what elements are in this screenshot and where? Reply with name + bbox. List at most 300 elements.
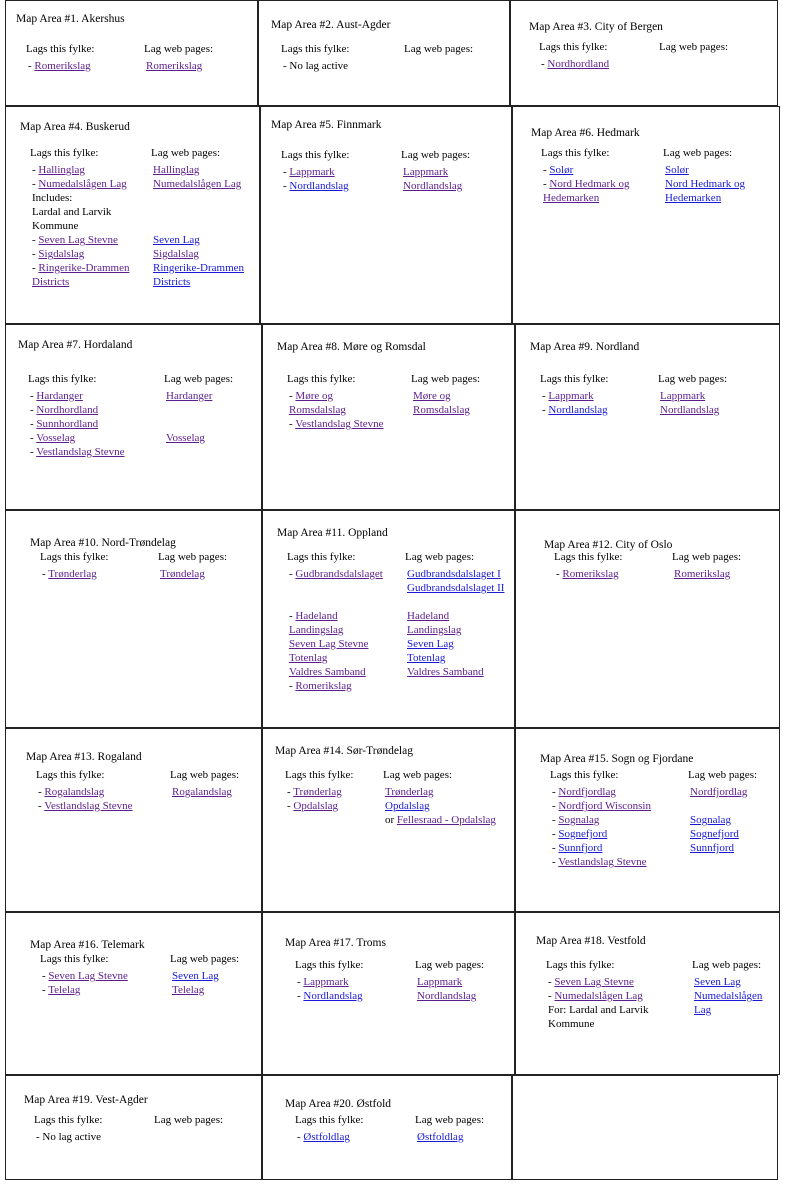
web-page-item [674,567,730,581]
lags-header: Lags this fylke: [550,769,619,781]
item-prefix: - [548,976,555,988]
lags-header: Lags this fylke: [540,373,609,385]
web-page-item [413,403,470,417]
lag-link[interactable]: Hardanger [36,390,83,402]
lag-link[interactable]: Lappmark [303,976,349,988]
web-page-link[interactable]: Romsdalslag [413,404,470,416]
web-page-item [153,261,244,275]
item-prefix: - [289,680,296,692]
item-prefix: - [289,568,296,580]
lags-header: Lags this fylke: [539,41,608,53]
web-pages-header: Lag web pages: [154,1114,224,1126]
map-area-cell [262,1075,512,1180]
web-pages-list [694,975,762,1017]
lag-link[interactable]: Trønderlag [293,786,342,798]
item-prefix: - [32,178,39,190]
lag-item [289,581,383,595]
web-pages-list [660,389,719,417]
web-page-item [417,1130,463,1144]
web-page-item [665,177,745,191]
item-prefix: - [283,180,290,192]
web-page-item [690,827,747,841]
lag-link[interactable]: Sigdalslag [38,248,85,260]
item-prefix: - [32,164,39,176]
lag-link[interactable]: Nordfjordlag [558,786,616,798]
lag-link[interactable]: Romerikslag [34,60,91,72]
item-prefix: - [42,984,49,996]
lag-item [30,445,125,459]
lag-item [32,191,129,205]
lag-link[interactable]: Seven Lag Stevne [289,638,369,650]
lag-item [548,1017,649,1031]
web-page-link[interactable]: Sognalag [690,814,731,826]
lag-item [541,57,609,71]
lags-list [287,785,342,813]
lag-item [289,665,383,679]
lag-item [30,389,125,403]
item-prefix: - [42,568,49,580]
web-page-item [665,163,745,177]
lags-header: Lags this fylke: [287,373,356,385]
lag-link[interactable]: Ringerike-Drammen [38,262,130,274]
web-page-item [166,389,212,403]
lag-item [32,205,129,219]
lags-header: Lags this fylke: [554,551,623,563]
lag-item [32,261,129,275]
item-text: - No lag active [283,60,349,72]
web-page-item [153,191,244,205]
item-prefix: - [542,404,549,416]
item-prefix: - [552,814,559,826]
lag-link[interactable]: Lappmark [548,390,594,402]
map-area-title: Map Area #20. Østfold [285,1098,392,1110]
web-pages-header: Lag web pages: [164,373,234,385]
lags-header: Lags this fylke: [281,149,350,161]
item-prefix: - [30,432,37,444]
item-prefix: - [297,976,304,988]
lags-list [28,59,91,73]
lag-item [32,177,129,191]
lag-item [289,389,384,403]
item-prefix: - [287,800,294,812]
lag-item [38,799,133,813]
item-prefix: - [552,786,559,798]
web-page-link[interactable]: Totenlag [407,652,446,664]
map-area-cell [5,728,262,912]
lag-link[interactable]: Opdalslag [293,800,339,812]
item-prefix: - [297,990,304,1002]
web-page-item [160,567,205,581]
item-prefix: - [30,418,37,430]
web-page-link[interactable]: Hadeland [407,610,450,622]
map-area-title: Map Area #19. Vest-Agder [24,1094,148,1106]
map-area-title: Map Area #3. City of Bergen [529,21,663,33]
lag-link[interactable]: Solør [549,164,574,176]
map-area-cell [515,728,780,912]
web-page-link[interactable]: Lag [694,1004,712,1016]
lags-header: Lags this fylke: [295,1114,364,1126]
lag-item [32,219,129,233]
web-page-link[interactable]: Nordfjordlag [690,786,748,798]
web-pages-header: Lag web pages: [170,769,240,781]
web-pages-list [413,389,470,417]
web-page-item [690,785,747,799]
web-page-item [407,567,504,581]
lag-item [552,827,651,841]
lag-item [42,567,97,581]
web-pages-header: Lag web pages: [692,959,762,971]
item-prefix: - [289,390,296,402]
web-page-item [407,595,504,609]
web-pages-header: Lag web pages: [415,1114,485,1126]
lag-item [556,567,619,581]
lags-list [543,163,629,205]
lag-link[interactable]: Gudbrandsdalslaget [295,568,383,580]
lag-item [42,969,128,983]
web-page-link[interactable]: Opdalslag [385,800,430,812]
lag-item [287,785,342,799]
lag-item [289,417,384,431]
web-page-link[interactable]: Gudbrandsdalslaget II [407,582,505,594]
lag-link[interactable]: Østfoldlag [303,1131,350,1143]
lag-link[interactable]: Sunnhordland [36,418,99,430]
lags-header: Lags this fylke: [26,43,95,55]
web-page-link[interactable]: Ringerike-Drammen [153,262,245,274]
web-pages-header: Lag web pages: [144,43,214,55]
web-page-item [407,651,504,665]
web-pages-header: Lag web pages: [383,769,453,781]
lag-link[interactable]: Lappmark [289,166,335,178]
web-page-link[interactable]: Hedemarken [665,192,722,204]
web-page-link[interactable]: Seven Lag [407,638,454,650]
lag-link[interactable]: Sunnfjord [558,842,603,854]
lag-item [548,1003,649,1017]
map-area-cell [5,324,262,510]
web-page-item [407,609,504,623]
lag-item [32,233,129,247]
lags-list [541,57,609,71]
web-page-item [417,975,476,989]
lag-link[interactable]: Vestlandslag Stevne [44,800,133,812]
map-area-cell [260,106,512,324]
item-prefix: - [30,404,37,416]
web-page-link[interactable]: Gudbrandsdalslaget I [407,568,501,580]
web-page-item [385,799,496,813]
map-area-title: Map Area #7. Hordaland [18,339,133,351]
map-area-title: Map Area #9. Nordland [530,341,640,353]
web-page-link[interactable]: Romerikslag [146,60,203,72]
lag-link[interactable]: Romsdalslag [289,404,346,416]
web-pages-header: Lag web pages: [688,769,758,781]
web-pages-list [403,165,462,193]
web-page-link[interactable]: Solør [665,164,689,176]
lags-list [297,1130,350,1144]
web-page-link[interactable]: Landingslag [407,624,462,636]
lags-header: Lags this fylke: [541,147,610,159]
map-area-title: Map Area #16. Telemark [30,939,145,951]
empty-cell [512,1075,778,1180]
lag-link[interactable]: Hedemarken [543,192,600,204]
lag-item [283,59,348,73]
item-prefix: - [552,842,559,854]
web-pages-list [417,975,476,1003]
map-area-cell [5,912,262,1075]
web-page-link[interactable]: Districts [153,276,191,288]
web-pages-header: Lag web pages: [659,41,729,53]
lag-link[interactable]: Nordlandslag [303,990,363,1002]
web-page-item [153,275,244,289]
lag-item [297,1130,350,1144]
web-pages-header: Lag web pages: [658,373,728,385]
lag-item [542,389,608,403]
map-area-cell [5,106,260,324]
web-page-link[interactable]: Valdres Samband [407,666,484,678]
web-page-item [407,623,504,637]
web-page-link[interactable]: Numedalslågen Lag [153,178,242,190]
lag-item [548,975,649,989]
web-pages-header: Lag web pages: [405,551,475,563]
lag-item [38,785,133,799]
map-area-title: Map Area #2. Aust-Agder [271,19,391,31]
map-area-cell [512,106,780,324]
lag-item [289,623,383,637]
web-pages-header: Lag web pages: [404,43,474,55]
web-page-item [166,403,212,417]
lag-link[interactable]: Seven Lag Stevne [554,976,634,988]
lag-link[interactable]: Romerikslag [562,568,619,580]
web-page-link[interactable]: Nordlandslag [417,990,477,1002]
web-page-item [153,205,244,219]
web-page-item [172,785,232,799]
web-page-item [694,989,762,1003]
lags-header: Lags this fylke: [287,551,356,563]
lag-item [30,403,125,417]
lag-link[interactable]: Vestlandslag Stevne [295,418,384,430]
lag-link[interactable]: Seven Lag Stevne [38,234,118,246]
web-page-item [694,1003,762,1017]
lag-item [552,799,651,813]
lag-link[interactable]: Valdres Samband [289,666,366,678]
web-page-item [417,989,476,1003]
web-page-link[interactable]: Sunnfjord [690,842,734,854]
lags-header: Lags this fylke: [40,551,109,563]
web-page-link[interactable]: Hallinglag [153,164,200,176]
web-page-item [172,969,219,983]
lag-link[interactable]: Nord Hedmark og [549,178,630,190]
web-pages-header: Lag web pages: [158,551,228,563]
lag-link[interactable]: Nordhordland [547,58,610,70]
web-pages-header: Lag web pages: [415,959,485,971]
web-page-link[interactable]: Hardanger [166,390,213,402]
item-text: - No lag active [36,1131,102,1143]
lags-list [36,1130,101,1144]
web-page-link[interactable]: Seven Lag [694,976,741,988]
item-text: Includes: [32,192,73,204]
item-prefix: or [385,814,397,826]
web-page-item [413,389,470,403]
lags-list [556,567,619,581]
web-pages-header: Lag web pages: [151,147,221,159]
web-page-item [153,219,244,233]
web-page-link[interactable]: Vosselag [166,432,205,444]
lag-link[interactable]: Nordfjord Wisconsin [558,800,651,812]
lag-link[interactable]: Hadeland [295,610,338,622]
lags-list [283,165,349,193]
map-area-title: Map Area #8. Møre og Romsdal [277,341,426,353]
item-prefix: - [32,262,39,274]
lag-link[interactable]: Møre og [295,390,333,402]
web-page-item [153,233,244,247]
lag-link[interactable]: Seven Lag Stevne [48,970,128,982]
lag-link[interactable]: Telelag [48,984,81,996]
map-area-cell [5,510,262,728]
lag-link[interactable]: Landingslag [289,624,344,636]
item-text: Kommune [548,1018,595,1030]
web-page-link[interactable]: Fellesraad - Opdalslag [396,814,496,826]
web-page-link[interactable]: Nord Hedmark og [665,178,746,190]
web-page-item [153,247,244,261]
lag-link[interactable]: Totenlag [289,652,328,664]
web-page-link[interactable]: Seven Lag [172,970,219,982]
item-prefix: - [543,164,550,176]
lag-item [543,177,629,191]
lag-item [32,163,129,177]
web-page-item [690,813,747,827]
lag-item [297,975,363,989]
lags-list [283,59,348,73]
lags-header: Lags this fylke: [295,959,364,971]
web-page-link[interactable]: Telelag [172,984,205,996]
map-area-cell [5,0,258,106]
item-prefix: - [32,248,39,260]
web-page-item [403,165,462,179]
web-pages-list [166,389,212,445]
lags-header: Lags this fylke: [28,373,97,385]
map-area-cell [515,510,780,728]
map-area-cell [262,728,515,912]
lag-link[interactable]: Sognalag [558,814,600,826]
item-prefix: - [289,418,296,430]
web-page-link[interactable]: Lappmark [403,166,449,178]
lag-link[interactable]: Vosselag [36,432,76,444]
lag-link[interactable]: Numedalslågen Lag [38,178,127,190]
map-area-cell [515,324,780,510]
web-page-item [166,431,212,445]
map-area-cell [262,912,515,1075]
item-prefix: - [38,786,45,798]
map-area-title: Map Area #14. Sør-Trøndelag [275,745,413,757]
item-prefix: - [30,390,37,402]
lag-item [543,163,629,177]
item-prefix: - [552,856,559,868]
lag-item [548,989,649,1003]
web-page-link[interactable]: Numedalslågen [694,990,763,1002]
web-page-link[interactable]: Lappmark [417,976,463,988]
web-page-item [166,417,212,431]
lag-item [28,59,91,73]
lag-link[interactable]: Vestlandslag Stevne [36,446,125,458]
web-pages-list [674,567,730,581]
map-area-cell [262,324,515,510]
lags-list [42,567,97,581]
lag-link[interactable]: Romerikslag [295,680,352,692]
lag-link[interactable]: Hallinglag [38,164,85,176]
web-page-link[interactable]: Trønderlag [385,786,434,798]
web-pages-header: Lag web pages: [401,149,471,161]
lag-link[interactable]: Rogalandslag [44,786,105,798]
web-pages-header: Lag web pages: [663,147,733,159]
web-page-item [407,665,504,679]
web-page-item [153,163,244,177]
map-area-title: Map Area #10. Nord-Trøndelag [30,537,176,549]
web-page-link[interactable]: Sognefjord [690,828,739,840]
lag-item [552,785,651,799]
item-prefix: - [287,786,294,798]
lag-link[interactable]: Sognefjord [558,828,608,840]
web-page-link[interactable]: Romerikslag [674,568,731,580]
web-page-item [665,191,745,205]
item-text: For: Lardal and Larvik [548,1004,649,1016]
web-page-link[interactable]: Møre og [413,390,451,402]
lag-item [283,179,349,193]
web-page-link[interactable]: Nordlandslag [660,404,720,416]
lag-item [42,983,128,997]
web-pages-list [172,969,219,997]
lags-header: Lags this fylke: [36,769,105,781]
lag-link[interactable]: Districts [32,276,70,288]
lag-item [543,191,629,205]
map-area-title: Map Area #5. Finnmark [271,119,382,131]
item-text: Lardal and Larvik [32,206,112,218]
item-prefix: - [541,58,548,70]
lag-link[interactable]: Nordlandslag [548,404,608,416]
map-area-cell [258,0,510,106]
web-page-link[interactable]: Lappmark [660,390,706,402]
web-page-item [407,637,504,651]
lags-header: Lags this fylke: [40,953,109,965]
lag-item [297,989,363,1003]
lag-link[interactable]: Nordhordland [36,404,99,416]
lag-link[interactable]: Trønderlag [48,568,97,580]
map-area-title: Map Area #6. Hedmark [531,127,640,139]
web-page-item [660,403,719,417]
lag-item [289,637,383,651]
web-page-item [153,177,244,191]
lag-item [30,417,125,431]
lag-link[interactable]: Nordlandslag [289,180,349,192]
lag-item [289,595,383,609]
map-area-title: Map Area #18. Vestfold [536,935,646,947]
lag-link[interactable]: Vestlandslag Stevne [558,856,647,868]
web-page-link[interactable]: Nordlandslag [403,180,463,192]
lags-list [289,567,383,693]
web-page-link[interactable]: Østfoldlag [417,1131,464,1143]
lags-header: Lags this fylke: [285,769,354,781]
lags-list [289,389,384,431]
lag-link[interactable]: Numedalslågen Lag [554,990,643,1002]
map-area-title: Map Area #4. Buskerud [20,121,130,133]
item-prefix: - [552,828,559,840]
map-area-cell [510,0,778,106]
item-text: Kommune [32,220,79,232]
lag-item [36,1130,101,1144]
item-prefix: - [283,166,290,178]
web-page-link[interactable]: Rogalandslag [172,786,232,798]
lag-item [32,275,129,289]
web-page-link[interactable]: Sigdalslag [153,248,199,260]
web-page-link[interactable]: Trøndelag [160,568,205,580]
web-page-link[interactable]: Seven Lag [153,234,200,246]
